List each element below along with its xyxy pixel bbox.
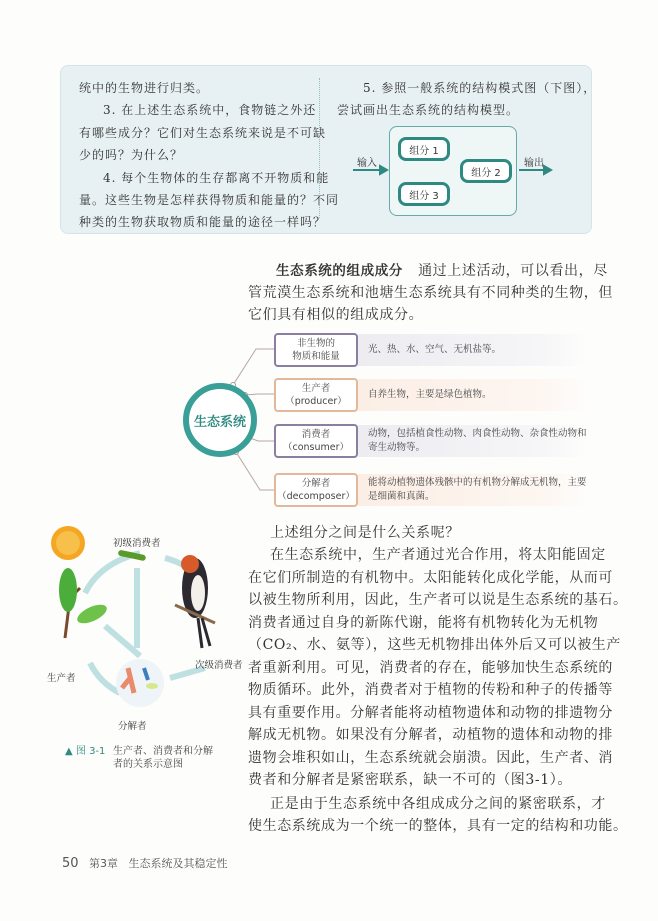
model-node-3: 组分 3 (398, 182, 450, 206)
body-text: 解成无机物。如果没有分解者，动植物的遗体和动物的排 (248, 727, 613, 743)
body-text: 遗物会堆积如山，生态系统就会崩溃。因此，生产者、消 (248, 750, 613, 766)
label-primary-consumer: 初级消费者 (113, 538, 161, 549)
sun-icon (51, 526, 85, 560)
concept-name: （producer） (285, 396, 347, 407)
body-text: 使生态系统成为一个统一的整体，具有一定的结构和功能。 (248, 818, 628, 834)
concept-name: 消费者 (301, 429, 331, 440)
concept-box-consumer (274, 424, 358, 458)
plant-icon (59, 568, 109, 638)
chapter-number: 第3章 (89, 857, 119, 870)
section-heading: 生态系统的组成成分 (276, 263, 403, 279)
concept-center: 生态系统 (183, 383, 257, 457)
concept-desc: 光、热、水、空气、无机盐等。 (358, 334, 588, 366)
body-text: 上述组分之间是什么关系呢？ (270, 525, 460, 541)
activity-text: 量。这些生物是怎样获得物质和能量的？不同 (79, 193, 340, 207)
figure-caption (65, 742, 213, 770)
activity-text: 统中的生物进行归类。 (79, 81, 210, 95)
concept-desc: 动物，包括植食性动物、肉食性动物、杂食性动物和寄生动物等。 (358, 425, 588, 457)
activity-text: 有哪些成分？它们对生态系统来说是不可缺 (79, 126, 327, 140)
section-text: 它们具有相似的组成成分。 (248, 307, 424, 323)
activity-text: 尝试画出生态系统的结构模型。 (337, 103, 520, 117)
figure-number: 图 3-1 (75, 746, 106, 757)
activity-text: 种类的生物获取物质和能量的途径一样吗？ (79, 215, 327, 229)
body-text: 消费者通过自身的新陈代谢，能将有机物转化为无机物 (248, 615, 599, 631)
caption-text: 生产者、消费者和分解 (113, 746, 213, 757)
model-output-label: 输出 (524, 158, 544, 169)
model-node-2: 组分 2 (460, 159, 512, 183)
body-text: 以被生物所利用，因此，生产者可以说是生态系统的基石。 (248, 592, 628, 608)
body-text: 正是由于生态系统中各组成成分之间的紧密联系，才 (270, 796, 606, 812)
page-number: 50 (62, 856, 79, 871)
body-text: 在它们所制造的有机物中。太阳能转化成化学能，从而可 (248, 570, 613, 586)
caption-text: 者的关系示意图 (113, 759, 183, 770)
concept-box-abiotic (274, 333, 358, 367)
concept-name: 非生物的 (296, 338, 335, 349)
activity-text: 少的吗？为什么？ (79, 148, 184, 162)
page-footer (62, 855, 228, 871)
decomposer-icon (116, 659, 164, 707)
concept-box-decomposer (274, 473, 358, 507)
label-decomposer: 分解者 (118, 721, 147, 732)
body-text: 在生态系统中，生产者通过光合作用，将太阳能固定 (270, 547, 606, 563)
body-text: 者重新利用。可见，消费者的存在，能够加快生态系统的 (248, 660, 613, 676)
body-text: 物质循环。此外，消费者对于植物的传粉和种子的传播等 (248, 682, 613, 698)
body-text: 费者和分解者是紧密联系，缺一不可的（图3-1）。 (248, 772, 572, 788)
section-text: 通过上述活动，可以看出，尽 (418, 263, 608, 279)
chapter-title: 生态系统及其稳定性 (128, 857, 228, 870)
body-text: （CO₂、水、氨等），这些无机物排出体外后又可以被生产 (248, 637, 622, 653)
label-producer: 生产者 (47, 673, 76, 684)
concept-desc: 自养生物，主要是绿色植物。 (358, 379, 588, 411)
label-secondary-consumer: 次级消费者 (195, 660, 243, 671)
model-input-label: 输入 (357, 158, 377, 169)
concept-name: 物质和能量 (292, 351, 340, 362)
section-text: 管荒漠生态系统和池塘生态系统具有不同种类的生物，但 (248, 285, 613, 301)
concept-name: 生产者 (301, 383, 331, 394)
activity-text: 5. 参照一般系统的结构模式图（下图）， (363, 81, 597, 95)
concept-name: （decomposer） (277, 491, 355, 502)
activity-text: 4. 每个生物体的生存都离不开物质和能 (103, 171, 330, 185)
model-node-1: 组分 1 (398, 137, 450, 161)
triangle-icon: ▲ (65, 746, 73, 757)
activity-text: 3. 在上述生态系统中，食物链之外还 (103, 103, 317, 117)
swallow-icon (175, 555, 215, 648)
concept-box-producer (274, 378, 358, 412)
ecosystem-cycle-illustration (30, 518, 250, 738)
concept-name: （consumer） (282, 442, 350, 453)
body-text: 具有重要作用。分解者能将动植物遗体和动物的排遗物分 (248, 705, 613, 721)
concept-desc: 能将动植物遗体残骸中的有机物分解成无机物，主要是细菌和真菌。 (358, 474, 588, 506)
concept-name: 分解者 (301, 478, 331, 489)
